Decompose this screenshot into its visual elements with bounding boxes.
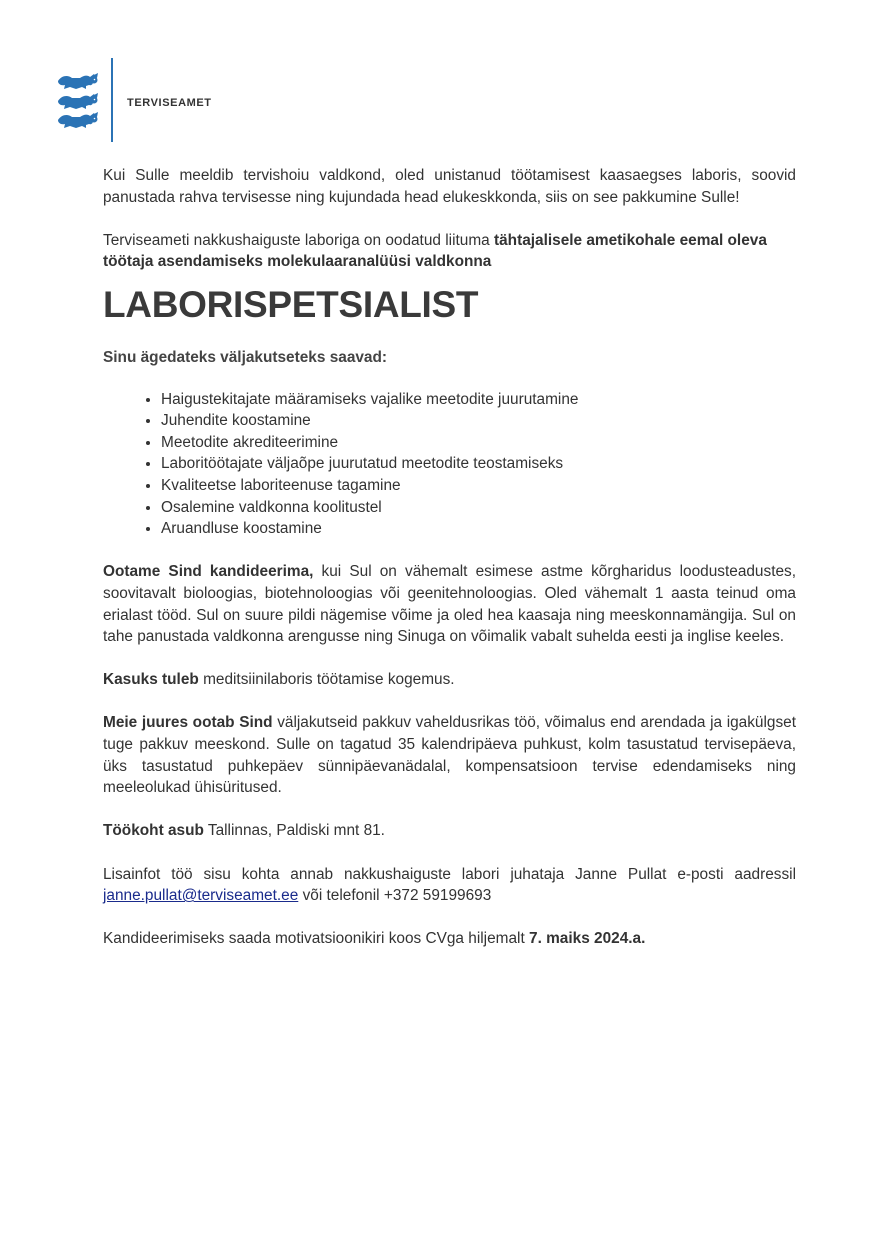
intro-paragraph: Kui Sulle meeldib tervishoiu valdkond, oled unistanud töötamisest kaasaegses laboris, soovid panustada rahva tervisesse ning kujundada head elukeskkonda, siis on see pakkumine Sulle! [103,167,796,206]
list-item: • Haigustekitajate määramiseks vajalike meetodite juurutamine [161,389,796,411]
contact-phone: või telefonil +372 59199693 [298,887,492,905]
offer-lead: Meie juures ootab Sind [103,714,273,732]
location-paragraph [103,820,796,842]
offer-text: väljakutseid pakkuv vaheldusrikas töö, võimalus end arendada ja igakülgset tuge pakkuv meeskond. Sulle on tagatud 35 kalendripäeva puhkust, kolm tasustatud tervisepäeva, üks tasustatud puhkepäev sünnipäevanädalal, kompensatsioon tervise edendamiseks ning meeleolukad ühisüritused. [103,714,797,797]
contact-paragraph [103,864,796,907]
advantage-paragraph [103,669,796,691]
list-item: • Kvaliteetse laboriteenuse tagamine [161,475,796,497]
advantage-text: meditsiinilaboris töötamise kogemus. [198,671,455,689]
deadline-lead: Kandideerimiseks saada motivatsioonikiri koos CVga hiljemalt [103,930,530,948]
list-item: • Osalemine valdkonna koolitustel [161,497,796,519]
job-posting [103,165,796,972]
logo-divider [111,58,113,142]
location-lead: Töökoht asub [103,822,204,840]
invite-paragraph [103,230,796,273]
location-text: Tallinnas, Paldiski mnt 81. [203,822,385,840]
list-item: • Juhendite koostamine [161,410,796,432]
list-item: • Aruandluse koostamine [161,518,796,540]
list-item: • Laboritöötajate väljaõpe juurutatud meetodite teostamiseks [161,453,796,475]
duties-list [103,389,796,540]
contact-lead: Lisainfot töö sisu kohta annab nakkushaiguste labori juhataja Janne Pullat e-posti aadressil [103,865,796,883]
terviseamet-logo [56,58,226,144]
duties-heading: Sinu ägedateks väljakutseteks saavad: [103,348,388,366]
invite-lead: Terviseameti nakkushaiguste laboriga on oodatud liituma [103,231,494,249]
contact-email-link[interactable]: janne.pullat@terviseamet.ee [103,887,299,905]
deadline-date: 7. maiks 2024.a. [529,930,646,948]
offer-paragraph [103,712,796,798]
candidate-text: kui Sul on vähemalt esimese astme kõrgharidus loodusteadustes, soovitavalt bioloogias, biotehnoloogias või geenitehnoloogias. Oled vähemalt 1 aasta teinud oma erialast tööd. Sul on suure pildi nägemise võime ja oled hea kaasaja ning meeskonnamängija. Sul on tahe panustada valdkonna arengusse ning Sinuga on võimalik vabalt suhelda eesti ja inglise keeles. [103,563,796,646]
candidate-lead: Ootame Sind kandideerima, [103,563,314,581]
deadline-paragraph [103,928,796,950]
job-title: LABORISPETSIALIST [103,283,479,325]
invite-position: tähtajalisele ametikohale eemal oleva töötaja asendamiseks molekulaaranalüüsi valdkonna [103,231,767,271]
logo-wordmark: terviseamet [127,93,212,110]
list-item: • Meetodite akrediteerimine [161,432,796,454]
advantage-lead: Kasuks tuleb [103,671,199,689]
candidate-paragraph [103,561,796,647]
three-lions-coat-of-arms-icon [56,72,100,130]
